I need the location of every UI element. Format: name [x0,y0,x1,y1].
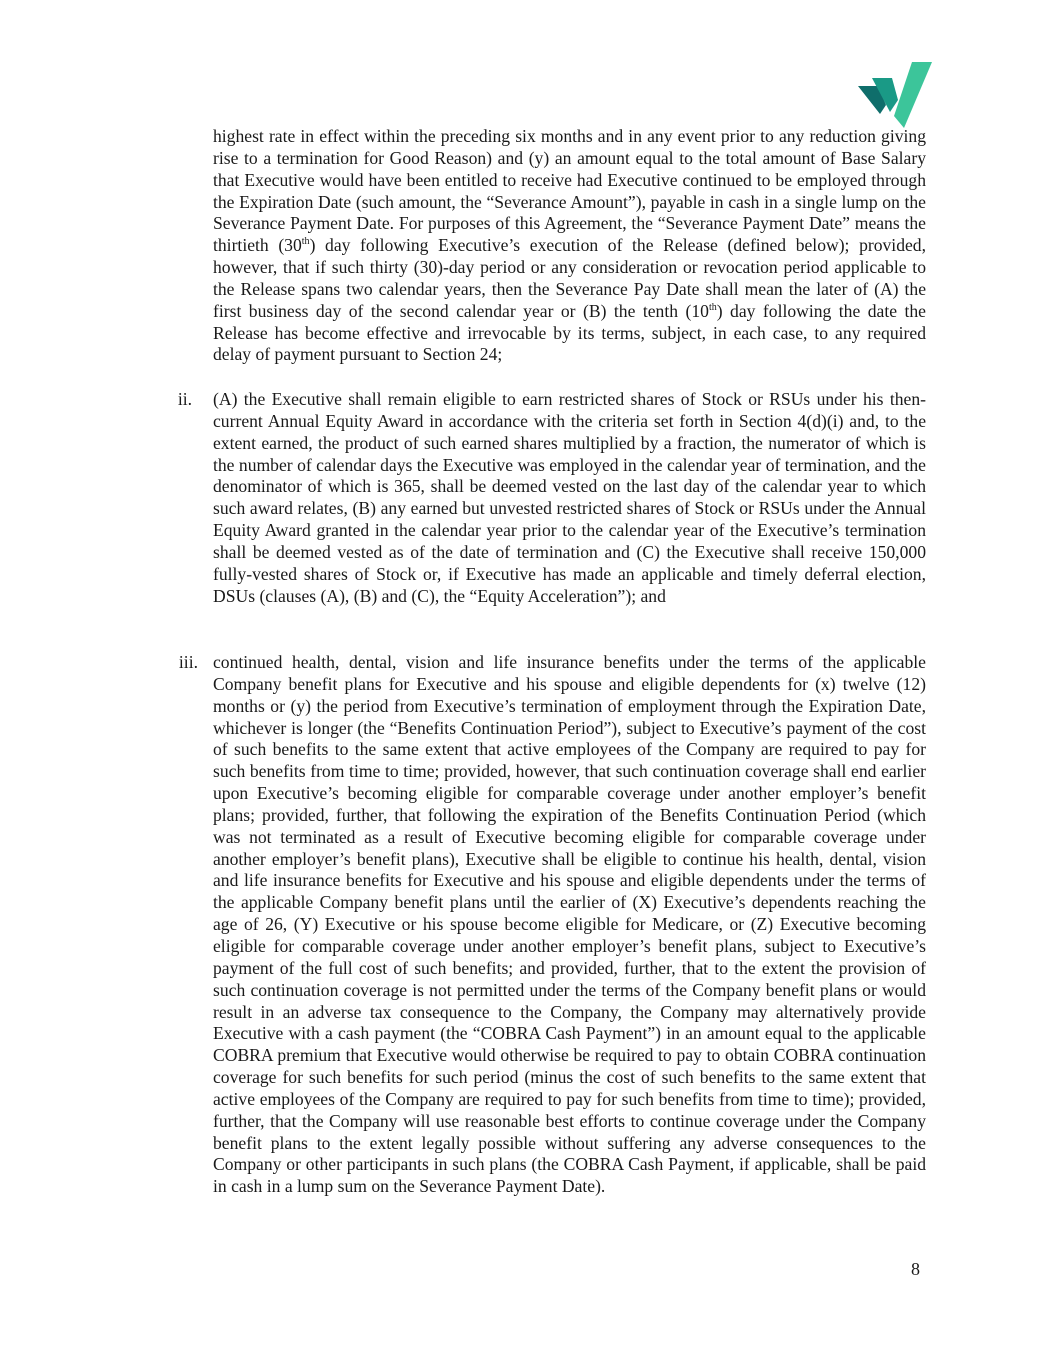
company-logo [856,60,932,128]
para1-superscript-2: th [708,301,717,313]
paragraph-continued [213,126,926,366]
paragraph-iii: continued health, dental, vision and life insurance benefits under the terms of the applicable Company benefit plans for Executive and his spouse and eligible dependents for (x) twelve (12) months or (y) the period from Executive’s termination of employment through the Expiration Date, whichever is longer (the “Benefits Continuation Period”), subject to Executive’s payment of the cost of such benefits to the same extent that active employees of the Company are required to pay for such benefits from time to time; provided, however, that such continuation coverage shall end earlier upon Executive’s becoming eligible for comparable coverage under another employer’s benefit plans; provided, further, that following the expiration of the Benefits Continuation Period (which was not terminated as a result of Executive becoming eligible for comparable coverage under another employer’s benefit plans), Executive shall be eligible to continue his health, dental, vision and life insurance benefits for Executive and his spouse and eligible dependents under the terms of the applicable Company benefit plans until the earlier of (X) Executive’s dependents reaching the age of 26, (Y) Executive or his spouse become eligible for Medicare, or (Z) Executive becoming eligible for comparable coverage under another employer’s benefit plans, subject to Executive’s payment of the full cost of such benefits; and provided, further, that to the extent the provision of such continuation coverage is not permitted under the terms of the Company benefit plans or would result in an adverse tax consequence to the Company, the Company may alternatively provide Executive with a cash payment (the “COBRA Cash Payment”) in an amount equal to the applicable COBRA premium that Executive would otherwise be required to pay to obtain COBRA continuation coverage for such benefits for such period (minus the cost of such benefits to the same extent that active employees of the Company are required to pay for such benefits from time to time); provided, further, that the Company will use reasonable best efforts to continue coverage under the Company benefit plans to the extent legally possible without suffering any adverse consequences to the Company or other participants in such plans (the COBRA Cash Payment, if applicable, shall be paid in cash in a lump sum on the Severance Payment Date). [213,652,926,1197]
paragraph-ii: (A) the Executive shall remain eligible to earn restricted shares of Stock or RSUs under his then-current Annual Equity Award in accordance with the criteria set forth in Section 4(d)(i) and, to the extent earned, the product of such earned shares multiplied by a fraction, the numerator of which is the number of calendar days the Executive was employed in the calendar year of termination, and the denominator of which is 365, shall be deemed vested on the last day of the calendar year to which such award relates, (B) any earned but unvested restricted shares of Stock or RSUs under the Annual Equity Award granted in the calendar year prior to the calendar year of the Executive’s termination shall be deemed vested as of the date of termination and (C) the Executive shall receive 150,000 fully-vested shares of Stock or, if Executive has made an applicable and timely deferral election, DSUs (clauses (A), (B) and (C), the “Equity Acceleration”); and [213,389,926,606]
page-number: 8 [911,1259,920,1279]
para1-superscript-1: th [301,236,310,248]
list-marker-ii: ii. [177,389,192,409]
para1-part2: ) day following Executive’s execution of the Release (defined below); provided, however, that if such thirty (30)-day period or any consideration or revocation period applicable to the Release spans two calendar years, then the Severance Pay Date shall mean the later of (A) the first business day of the second calendar year or (B) the tenth (10 [213,235,927,321]
list-marker-iii: iii. [178,652,198,672]
para1-part1: highest rate in effect within the preceding six months and in any event prior to any reduction giving rise to a termination for Good Reason) and (y) an amount equal to the total amount of Base Salary that Executive would have been entitled to receive had Executive continued to be employed through the Expiration Date (such amount, the “Severance Amount”), payable in cash in a single lump on the Severance Payment Date. For purposes of this Agreement, the “Severance Payment Date” means the thirtieth (30 [213,126,926,256]
logo-light-stripe [894,62,932,128]
para1-part3: ) day following the date the Release has become effective and irrevocable by its terms, subject, in each case, to any required delay of payment pursuant to Section 24; [213,300,926,365]
